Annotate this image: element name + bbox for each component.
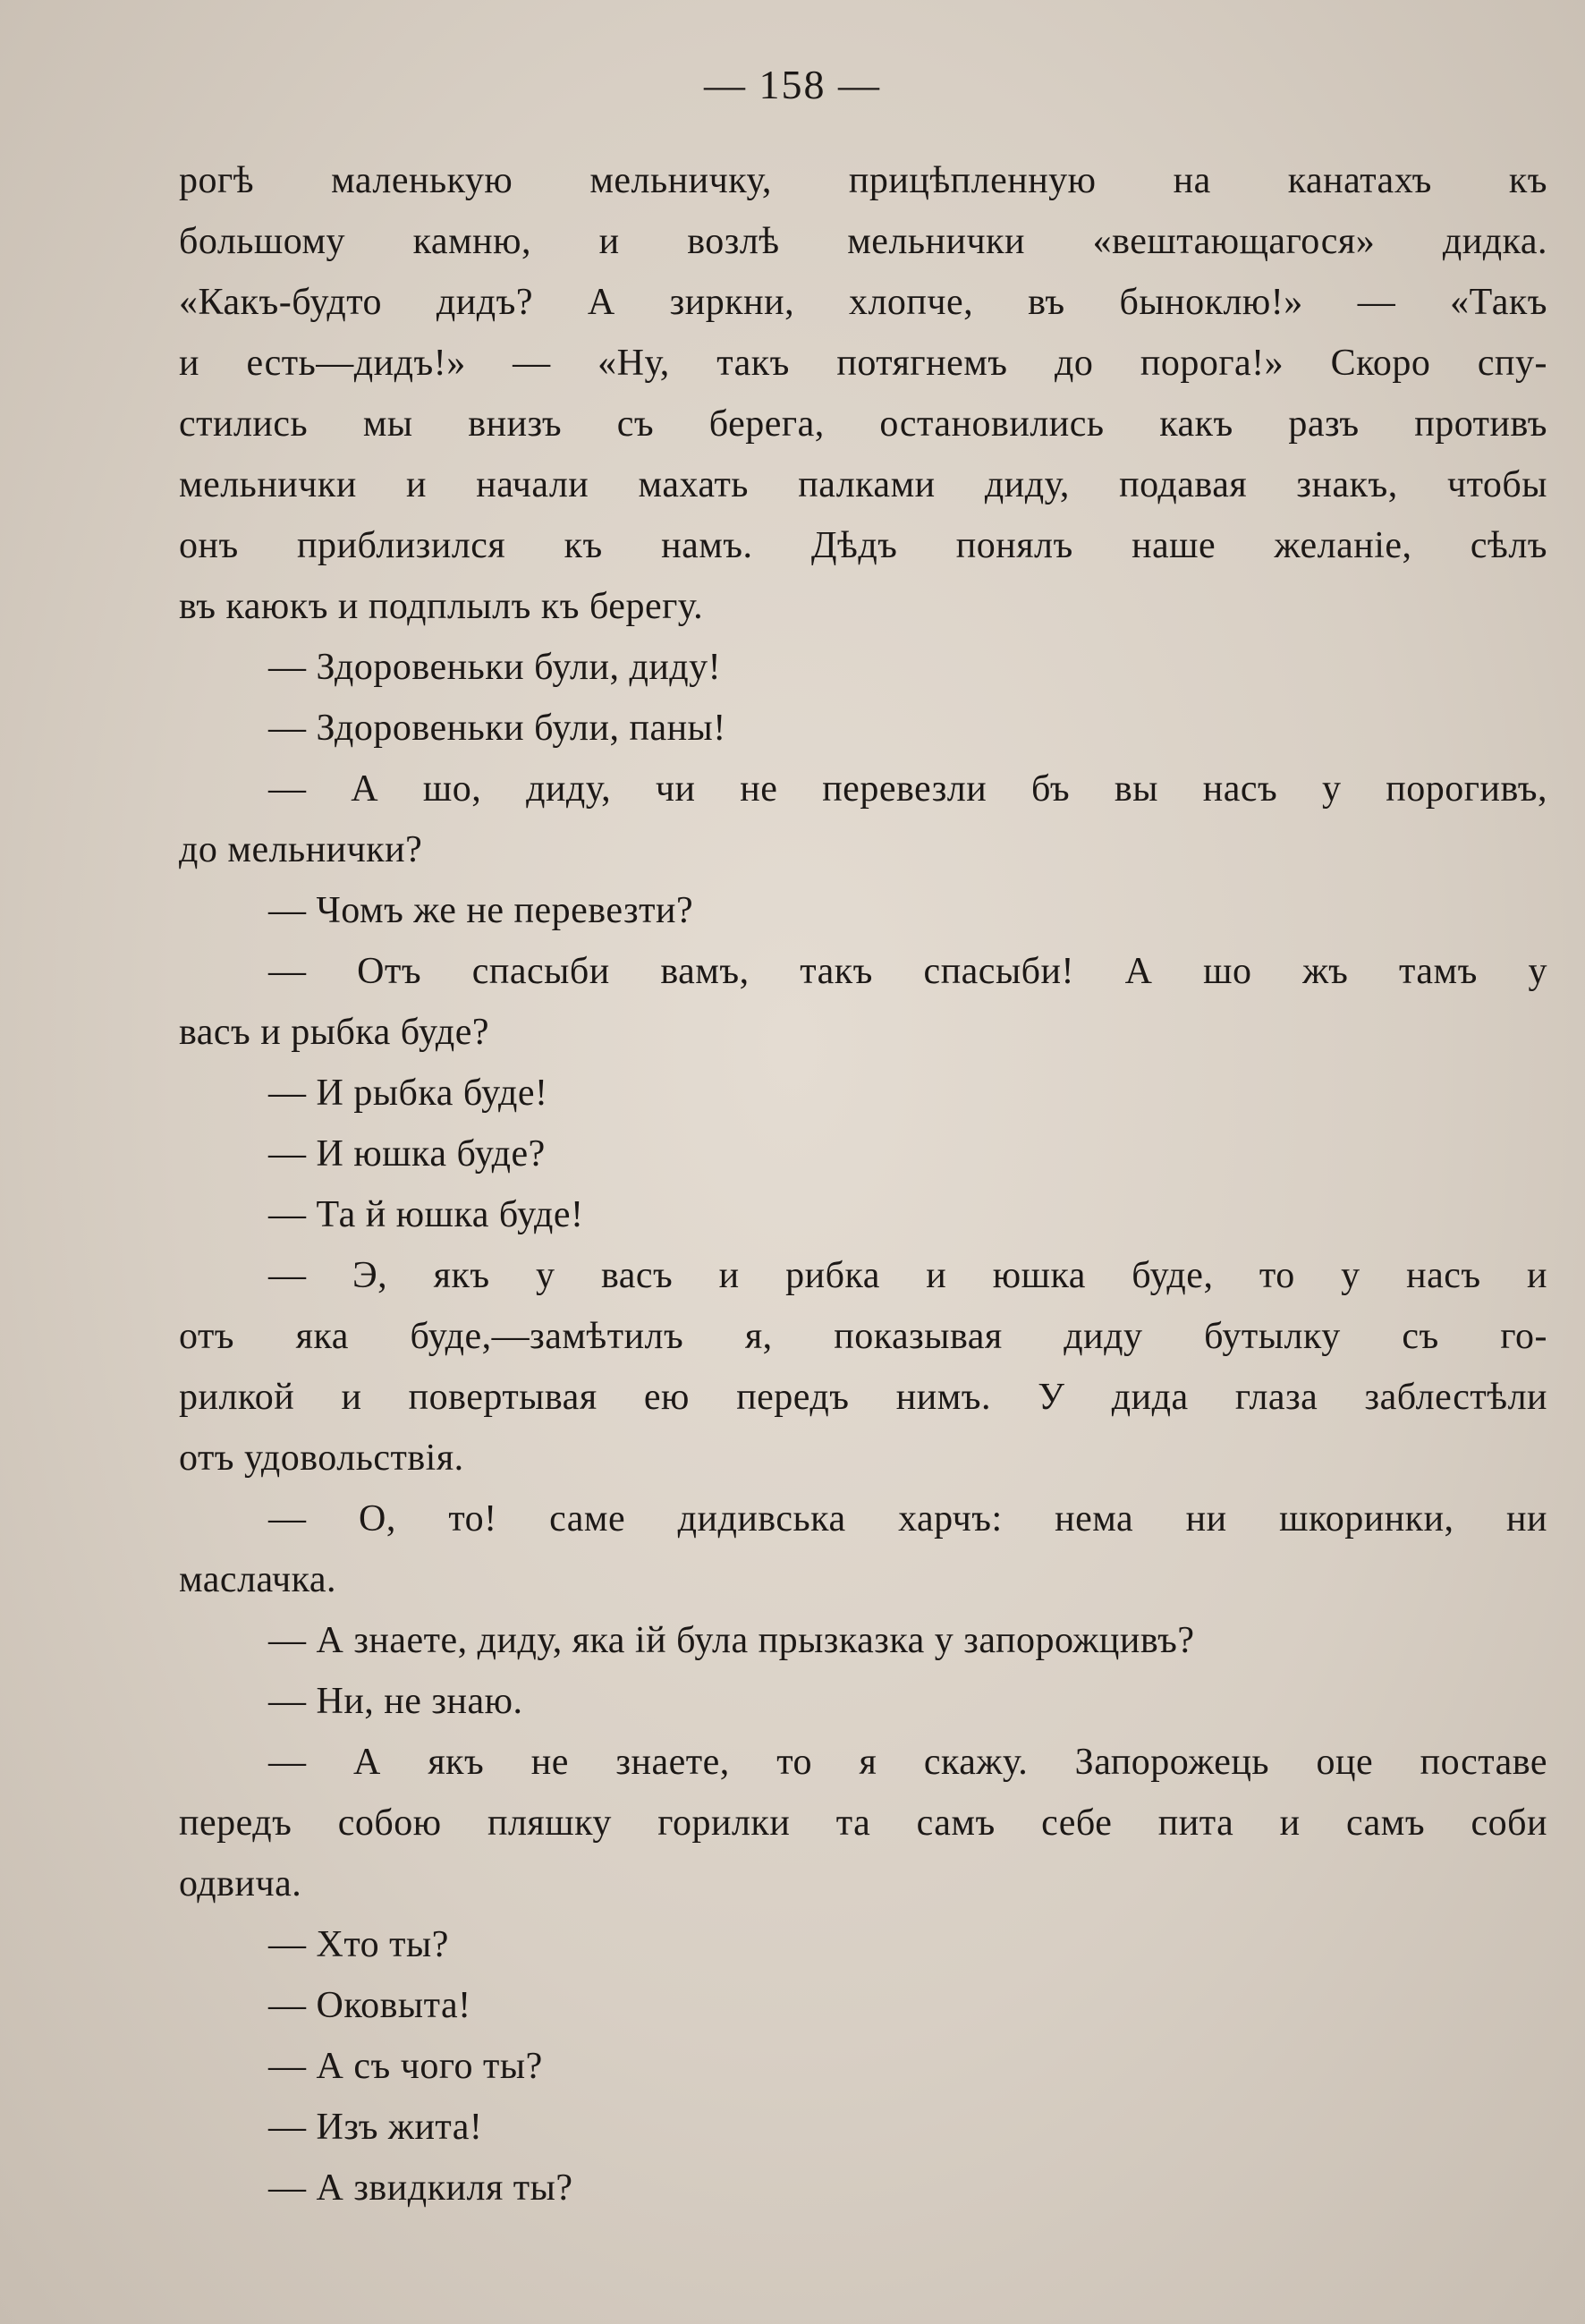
text-line: — Изъ жита! <box>268 2107 483 2148</box>
text-line: — А якъ не знаете, то я скажу. Запорожець оце поставе <box>268 1742 1547 1783</box>
text-line: — Здоровеньки були, диду! <box>268 647 722 688</box>
text-line: отъ яка буде,—замѣтилъ я, показывая диду бутылку съ го- <box>179 1316 1547 1357</box>
text-line: рогѣ маленькую мельничку, прицѣпленную на канатахъ къ <box>179 160 1547 201</box>
page-number: — 158 — <box>704 62 881 107</box>
text-line: — И юшка буде? <box>268 1133 546 1175</box>
text-line: рилкой и повертывая ею передъ нимъ. У дида глаза заблестѣли <box>179 1377 1547 1418</box>
text-line: — И рыбка буде! <box>268 1073 548 1114</box>
text-line: до мельнички? <box>179 829 423 870</box>
text-line: — А шо, диду, чи не перевезли бъ вы насъ у порогивъ, <box>268 768 1547 810</box>
text-line: — Ни, не знаю. <box>268 1681 523 1722</box>
text-line: «Какъ-будто дидъ? А зиркни, хлопче, въ быноклю!» — «Такъ <box>179 282 1547 323</box>
text-line: отъ удовольствія. <box>179 1438 464 1479</box>
text-line: стились мы внизъ съ берега, остановились какъ разъ противъ <box>179 403 1547 445</box>
text-line: — Оковыта! <box>268 1985 471 2026</box>
text-line: онъ приблизился къ намъ. Дѣдъ понялъ наше желаніе, сѣлъ <box>179 525 1547 566</box>
text-line: большому камню, и возлѣ мельнички «вештающагося» дидка. <box>179 221 1547 262</box>
text-line: — Та й юшка буде! <box>268 1194 584 1235</box>
text-line: — Отъ спасыби вамъ, такъ спасыби! А шо жъ тамъ у <box>268 951 1547 992</box>
text-line: — Хто ты? <box>268 1924 449 1965</box>
text-line: маслачка. <box>179 1559 337 1600</box>
text-line: передъ собою пляшку горилки та самъ себе пита и самъ соби <box>179 1802 1547 1844</box>
text-line: васъ и рыбка буде? <box>179 1012 490 1053</box>
text-line: — А съ чого ты? <box>268 2046 543 2087</box>
text-line: и есть—дидъ!» — «Ну, такъ потягнемъ до порога!» Скоро спу- <box>179 343 1547 384</box>
text-line: мельнички и начали махать палками диду, подавая знакъ, чтобы <box>179 464 1547 505</box>
text-line: — А звидкиля ты? <box>268 2167 573 2209</box>
text-line: — А знаете, диду, яка iй була прызказка у запорожцивъ? <box>268 1620 1195 1661</box>
text-line: — Здоровеньки були, паны! <box>268 708 726 749</box>
text-line: — О, то! саме дидивська харчъ: нема ни шкоринки, ни <box>268 1498 1547 1539</box>
body-text <box>179 150 1547 2218</box>
text-line: въ каюкъ и подплылъ къ берегу. <box>179 586 704 627</box>
text-line: — Э, якъ у васъ и рибка и юшка буде, то у насъ и <box>268 1255 1547 1296</box>
text-line: — Чомъ же не перевезти? <box>268 890 694 931</box>
text-line: одвича. <box>179 1863 302 1904</box>
